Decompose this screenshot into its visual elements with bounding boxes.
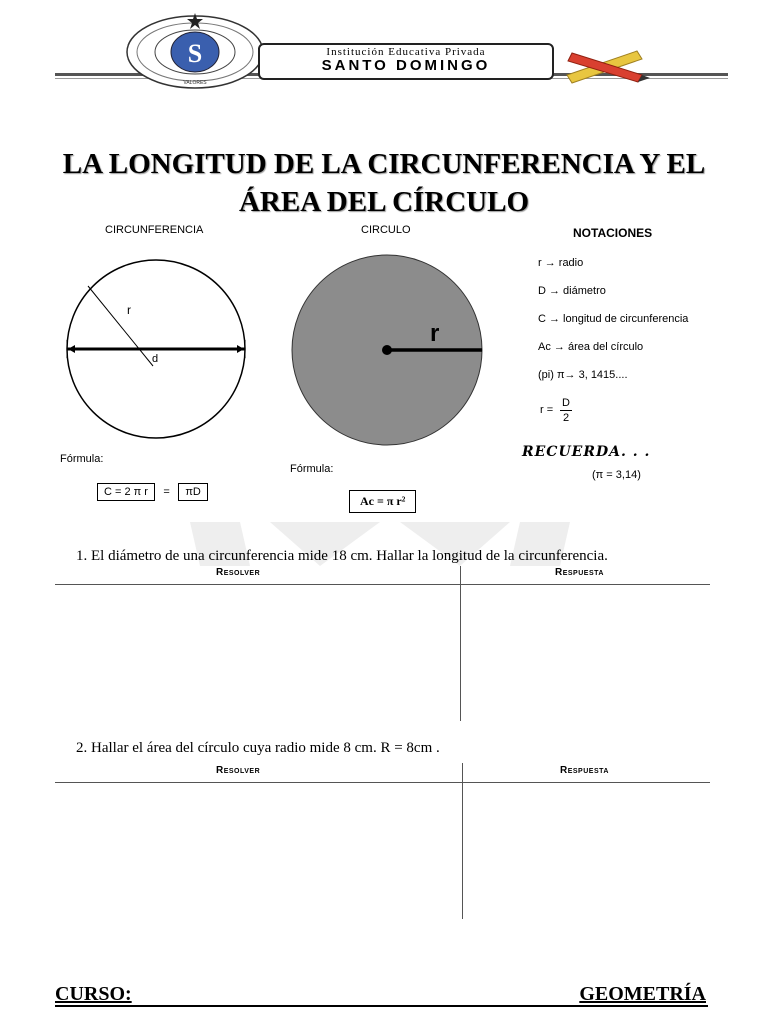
question-2-text: 2. Hallar el área del círculo cuya radio mide 8 cm. R = 8cm . xyxy=(76,740,440,756)
q1-respuesta-area[interactable] xyxy=(462,586,710,720)
q2-column-divider xyxy=(462,763,463,919)
radius-label: r xyxy=(127,303,131,317)
recuerda-note: RECUERDA. . . xyxy=(522,444,651,460)
institution-type: Institución Educativa Privada xyxy=(326,46,486,58)
pencil-ruler-icon xyxy=(562,45,652,85)
svg-text:VALORES: VALORES xyxy=(183,80,207,86)
q2-resolver-header: Resolver xyxy=(216,765,261,776)
footer-rule xyxy=(55,1005,708,1007)
svg-text:S: S xyxy=(187,39,203,68)
page-title-line1: LA LONGITUD DE LA CIRCUNFERENCIA Y EL xyxy=(62,148,706,180)
q2-table-header-rule xyxy=(55,782,710,783)
area-formula-box: Ac = π r² xyxy=(349,490,416,513)
q1-resolver-header: Resolver xyxy=(216,567,261,578)
fraction-denominator: 2 xyxy=(562,412,570,424)
fraction-bar xyxy=(560,410,572,411)
radius-fraction-label: r = xyxy=(540,404,554,416)
formula-equals: = xyxy=(163,486,170,498)
footer-subject-label: GEOMETRÍA xyxy=(579,983,706,1005)
institution-name: SANTO DOMINGO xyxy=(321,57,491,74)
circulo-radius-label: r xyxy=(430,320,440,347)
q1-column-divider xyxy=(460,566,461,721)
page-title-line2: ÁREA DEL CÍRCULO xyxy=(238,186,530,218)
footer-curso-label: CURSO: xyxy=(55,983,132,1005)
circunferencia-heading: CIRCUNFERENCIA xyxy=(105,224,204,236)
school-logo xyxy=(125,10,265,90)
notation-item: r → radio xyxy=(538,257,584,269)
formula-label: Fórmula: xyxy=(60,453,104,465)
q2-resolver-area[interactable] xyxy=(55,784,461,918)
formula-pid-box: πD xyxy=(178,483,208,501)
diameter-label: d xyxy=(152,353,159,365)
notation-item: Ac → área del círculo xyxy=(538,341,644,353)
circulo-formula-label: Fórmula: xyxy=(290,463,334,475)
notaciones-heading: NOTACIONES xyxy=(573,226,653,240)
q2-respuesta-area[interactable] xyxy=(464,784,710,918)
fraction-numerator: D xyxy=(562,397,570,409)
institution-banner xyxy=(258,43,554,80)
notation-item: (pi) π→ 3, 1415.... xyxy=(538,369,628,381)
circulo-heading: CIRCULO xyxy=(361,224,411,236)
circulo-diagram xyxy=(287,249,487,454)
notation-item: D → diámetro xyxy=(538,285,606,297)
circunferencia-panel xyxy=(60,224,250,519)
formula-circumference-box: C = 2 π r xyxy=(97,483,155,501)
notaciones-panel xyxy=(522,224,712,519)
q1-respuesta-header: Respuesta xyxy=(555,567,604,578)
circulo-panel xyxy=(287,224,487,519)
formula-row xyxy=(97,482,208,501)
circunferencia-diagram xyxy=(60,246,250,446)
q2-respuesta-header: Respuesta xyxy=(560,765,609,776)
question-1-text: 1. El diámetro de una circunferencia mide 18 cm. Hallar la longitud de la circunferencia. xyxy=(76,548,608,564)
pi-value: (π = 3,14) xyxy=(592,469,641,481)
notation-item: C → longitud de circunferencia xyxy=(538,313,689,325)
q1-resolver-area[interactable] xyxy=(55,586,459,720)
q1-table-header-rule xyxy=(55,584,710,585)
